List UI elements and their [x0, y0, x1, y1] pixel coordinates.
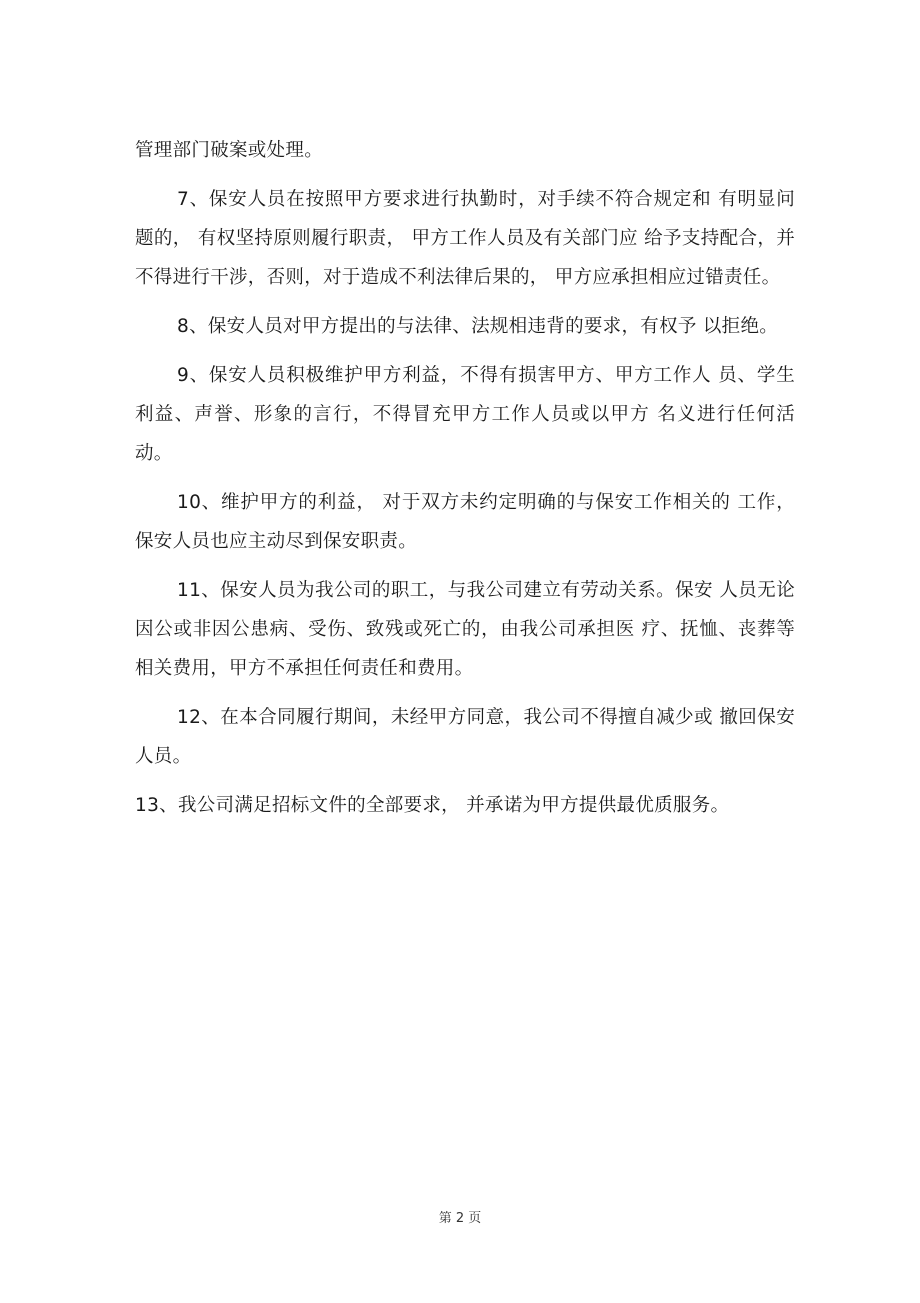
paragraph-item-11: 11、保安人员为我公司的职工，与我公司建立有劳动关系。保安 人员无论因公或非因公患病、受伤、致残或死亡的，由我公司承担医 疗、抚恤、丧葬等相关费用，甲方不承担任何责任和费用。 — [135, 580, 795, 679]
page-number: 第 2 页 — [438, 1211, 482, 1226]
document-body — [135, 131, 795, 825]
paragraph-item-9: 9、保安人员积极维护甲方利益，不得有损害甲方、甲方工作人 员、学生利益、声誉、形象的言行，不得冒充甲方工作人员或以甲方 名义进行任何活动。 — [135, 365, 795, 464]
paragraph-item-10: 10、维护甲方的利益， 对于双方未约定明确的与保安工作相关的 工作，保安人员也应主动尽到保安职责。 — [135, 492, 795, 552]
paragraph-continuation: 管理部门破案或处理。 — [135, 140, 324, 161]
paragraph-item-7: 7、保安人员在按照甲方要求进行执勤时，对手续不符合规定和 有明显问题的， 有权坚持原则履行职责， 甲方工作人员及有关部门应 给予支持配合，并不得进行干涉，否则，对于造成不利法律后果的， 甲方应承担相应过错责任。 — [135, 189, 795, 288]
paragraph-item-8: 8、保安人员对甲方提出的与法律、法规相违背的要求，有权予 以拒绝。 — [177, 316, 779, 337]
paragraph-item-12: 12、在本合同履行期间，未经甲方同意，我公司不得擅自减少或 撤回保安人员。 — [135, 707, 795, 767]
paragraph-item-13: 13、我公司满足招标文件的全部要求， 并承诺为甲方提供最优质服务。 — [135, 795, 730, 816]
